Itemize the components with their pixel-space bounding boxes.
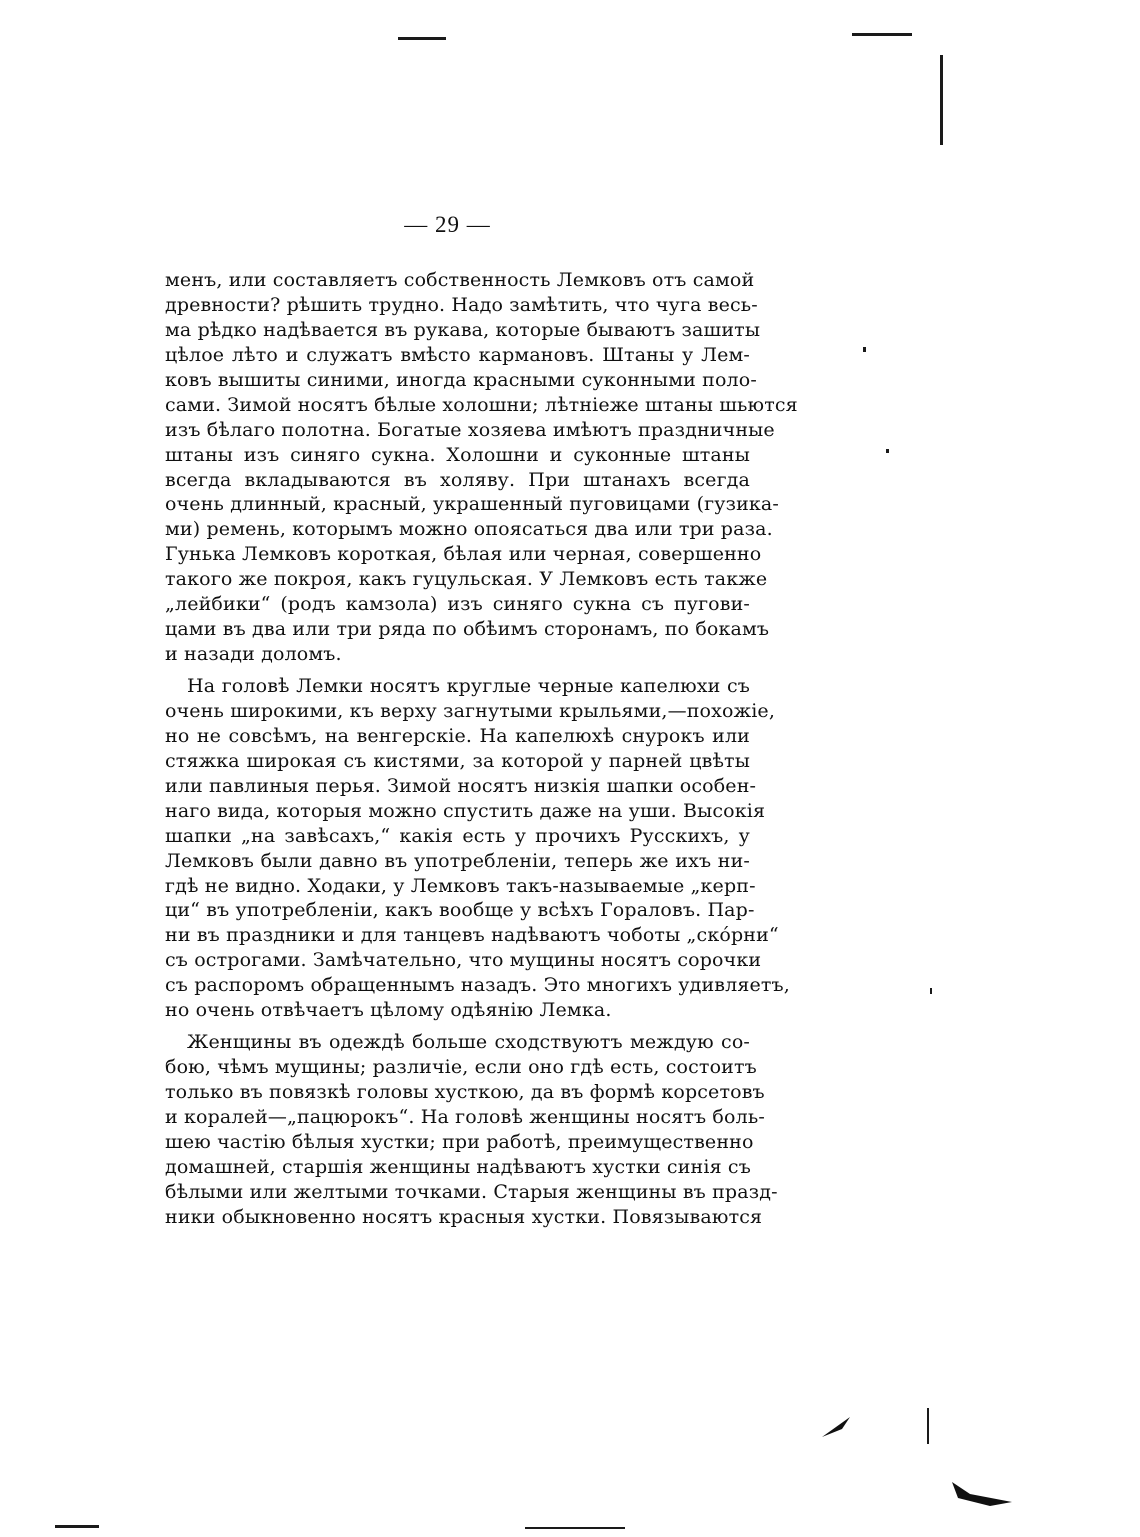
page-number: — 29 —: [404, 212, 491, 237]
text-line: Лемковъ были давно въ употребленіи, теперь же ихъ ни-: [165, 849, 750, 872]
text-line: и назади доломъ.: [165, 643, 342, 666]
text-line: Гунька Лемковъ короткая, бѣлая или черная, совершенно: [165, 543, 762, 566]
scan-artifact-dot-3: [930, 988, 932, 994]
text-line: шапки „на завѣсахъ,“ какія есть у прочихъ Русскихъ, у: [165, 824, 750, 847]
paragraph: [165, 268, 798, 667]
text-line: бою, чѣмъ мущины; различіе, если оно гдѣ есть, состоитъ: [165, 1056, 757, 1079]
text-line: древности? рѣшить трудно. Надо замѣтить, что чуга весь-: [165, 293, 758, 316]
text-line: но очень отвѣчаетъ цѣлому одѣянію Лемка.: [165, 999, 612, 1022]
text-line: Женщины въ одеждѣ больше сходствуютъ междую со-: [187, 1031, 750, 1054]
scan-artifact-bottom-2: [525, 1527, 625, 1529]
paragraph: [165, 674, 790, 1023]
text-line: очень длинный, красный, украшенный пуговицами (гузика-: [165, 493, 779, 516]
text-line: гдѣ не видно. Ходаки, у Лемковъ такъ-называемые „керп-: [165, 874, 756, 897]
text-line: ци“ въ употребленіи, какъ вообще у всѣхъ Гораловъ. Пар-: [165, 899, 755, 922]
text-line: штаны изъ синяго сукна. Холошни и суконные штаны: [165, 443, 750, 466]
text-line: всегда вкладываются въ холяву. При штанахъ всегда: [165, 468, 750, 491]
text-line: шею частію бѣлыя хустки; при работѣ, преимущественно: [165, 1130, 754, 1153]
text-line: „лейбики“ (родъ камзола) изъ синяго сукна съ пугови-: [165, 593, 750, 616]
text-line: бѣлыми или желтыми точками. Старыя женщины въ празд-: [165, 1180, 778, 1203]
body-text: [165, 268, 798, 1230]
scan-artifact-smudge-2: [950, 1478, 1014, 1508]
text-line: стяжка широкая съ кистями, за которой у парней цвѣты: [165, 749, 750, 772]
paragraph-gap: [165, 1023, 750, 1030]
text-line: наго вида, которыя можно спустить даже на уши. Высокія: [165, 799, 766, 822]
scan-artifact-right-line: [940, 55, 943, 145]
text-line: ни въ праздники и для танцевъ надѣваютъ чоботы „скóрни“: [165, 924, 779, 947]
scan-artifact-top-2: [852, 33, 912, 36]
text-line: съ распоромъ обращеннымъ назадъ. Это многихъ удивляетъ,: [165, 974, 790, 997]
text-line: съ острогами. Замѣчательно, что мущины носятъ сорочки: [165, 949, 762, 972]
scan-artifact-top-1: [398, 37, 446, 40]
text-line: ковъ вышиты синими, иногда красными суконными поло-: [165, 368, 757, 391]
text-line: такого же покроя, какъ гуцульская. У Лемковъ есть также: [165, 568, 768, 591]
text-line: менъ, или составляетъ собственность Лемковъ отъ самой: [165, 269, 755, 291]
scan-artifact-dot-2: [886, 449, 889, 453]
text-line: или павлиныя перья. Зимой носятъ низкія шапки особен-: [165, 774, 757, 797]
scan-artifact-dot-1: [863, 347, 866, 352]
text-line: изъ бѣлаго полотна. Богатые хозяева имѣютъ праздничные: [165, 418, 775, 441]
text-line: ми) ремень, которымъ можно опоясаться два или три раза.: [165, 518, 773, 541]
text-line: очень широкими, къ верху загнутыми крыльями,—похожіе,: [165, 699, 776, 722]
text-line: ма рѣдко надѣвается въ рукава, которые бываютъ зашиты: [165, 318, 761, 341]
scan-artifact-right-line-2: [927, 1408, 929, 1444]
text-line: цами въ два или три ряда по обѣимъ сторонамъ, по бокамъ: [165, 618, 770, 641]
scan-artifact-smudge-1: [820, 1415, 852, 1439]
text-line: сами. Зимой носятъ бѣлые холошни; лѣтніеже штаны шьются: [165, 393, 798, 416]
text-line: но не совсѣмъ, на венгерскіе. На капелюхѣ снурокъ или: [165, 724, 750, 747]
text-line: цѣлое лѣто и служатъ вмѣсто кармановъ. Штаны у Лем-: [165, 343, 750, 366]
text-line: только въ повязкѣ головы хусткою, да въ формѣ корсетовъ: [165, 1081, 765, 1103]
text-line: домашней, старшія женщины надѣваютъ хустки синія съ: [165, 1155, 751, 1178]
scan-artifact-bottom-1: [55, 1525, 99, 1528]
text-line: На головѣ Лемки носятъ круглые черные капелюхи съ: [187, 675, 750, 697]
text-line: и коралей—„пацюрокъ“. На головѣ женщины носятъ боль-: [165, 1105, 765, 1128]
text-line: ники обыкновенно носятъ красныя хустки. Повязываются: [165, 1205, 763, 1228]
paragraph-gap: [165, 667, 750, 674]
paragraph: [165, 1030, 778, 1230]
